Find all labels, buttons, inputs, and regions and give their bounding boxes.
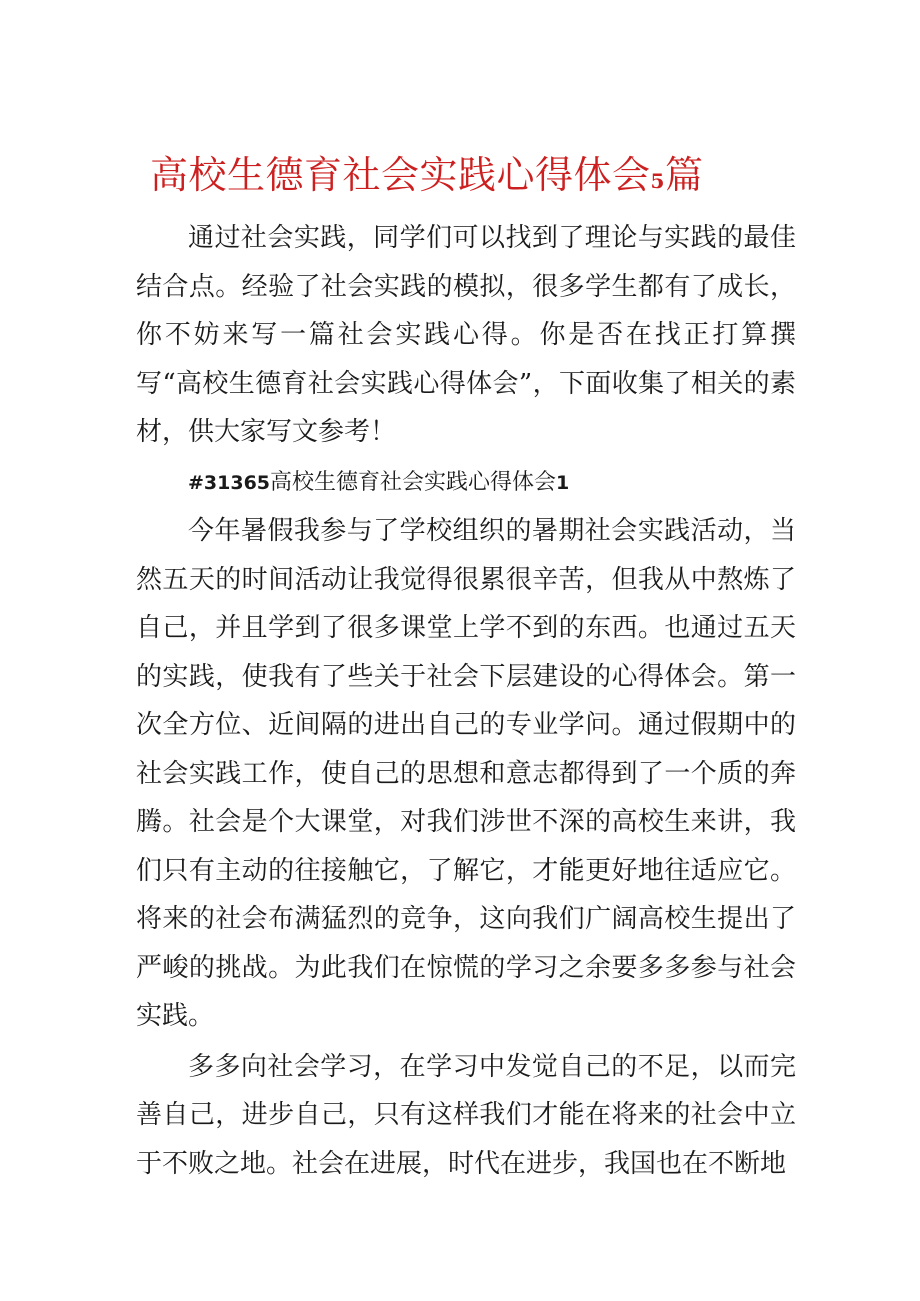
body-paragraph-2: 多多向社会学习，在学习中发觉自己的不足，以而完善自己，进步自己，只有这样我们才能在将来的社会中立于不败之地。社会在进展，时代在进步，我国也在不断地 [136, 1051, 796, 1179]
title-main: 高校生德育社会实践心得体会 [150, 153, 651, 197]
section-code: #31365 [188, 471, 271, 494]
document-title [150, 146, 790, 210]
section-index: 1 [556, 471, 570, 494]
intro-paragraph: 通过社会实践，同学们可以找到了理论与实践的最佳结合点。经验了社会实践的模拟，很多学生都有了成长，你不妨来写一篇社会实践心得。你是否在找正打算撰写“高校生德育社会实践心得体会”，下面收集了相关的素材，供大家写文参考！ [136, 223, 796, 447]
section-heading-text: 高校生德育社会实践心得体会 [270, 469, 557, 495]
title-count: 5 [650, 169, 665, 193]
section-heading [136, 459, 796, 508]
body-paragraph-1: 今年暑假我参与了学校组织的暑期社会实践活动，当然五天的时间活动让我觉得很累很辛苦，但我从中熬炼了自己，并且学到了很多课堂上学不到的东西。也通过五天的实践，使我有了些关于社会下层建设的心得体会。第一次全方位、近间隔的进出自己的专业学问。通过假期中的社会实践工作，使自己的思想和意志都得到了一个质的奔腾。社会是个大课堂，对我们涉世不深的高校生来讲，我们只有主动的往接触它，了解它，才能更好地往适应它。将来的社会布满猛烈的竞争，这向我们广阔高校生提出了严峻的挑战。为此我们在惊慌的学习之余要多多参与社会实践。 [136, 516, 796, 1031]
document-body [136, 214, 796, 1188]
title-suffix: 篇 [664, 153, 704, 197]
